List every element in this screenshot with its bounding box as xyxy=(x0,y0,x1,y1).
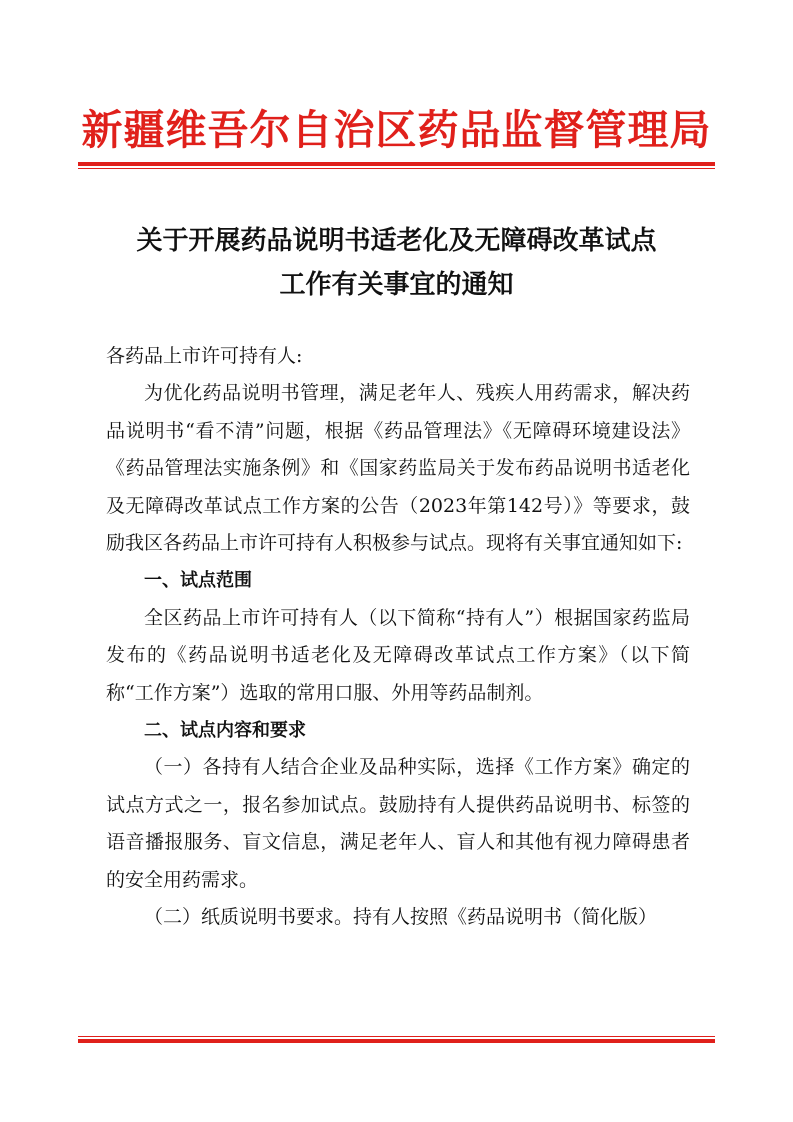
salutation: 各药品上市许可持有人: xyxy=(106,345,303,367)
section1-paragraph: 全区药品上市许可持有人（以下简称“持有人”）根据国家药监局发布的《药品说明书适老化及无障碍改革试点工作方案》（以下简称“工作方案”）选取的常用口服、外用等药品制剂。 xyxy=(106,606,690,704)
intro-paragraph: 为优化药品说明书管理，满足老年人、残疾人用药需求，解决药品说明书“看不清”问题，根据《药品管理法》《无障碍环境建设法》《药品管理法实施条例》和《国家药监局关于发布药品说明书适老化及无障碍改革试点工作方案的公告（2023年第142号）》等要求，鼓励我区各药品上市许可持有人积极参与试点。现将有关事宜通知如下: xyxy=(106,382,690,555)
letterhead-rule-thin xyxy=(78,168,715,169)
section2-item1-paragraph: （一）各持有人结合企业及品种实际，选择《工作方案》确定的试点方式之一，报名参加试点。鼓励持有人提供药品说明书、标签的语音播报服务、盲文信息，满足老年人、盲人和其他有视力障碍患者的安全用药需求。 xyxy=(106,756,690,891)
letterhead-agency-name: 新疆维吾尔自治区药品监督管理局 xyxy=(81,106,712,154)
footer-rule-thin xyxy=(78,1036,715,1037)
section2-item2-paragraph: （二）纸质说明书要求。持有人按照《药品说明书（简化版） xyxy=(144,906,658,929)
document-body xyxy=(106,338,690,937)
letterhead-rule-thick xyxy=(78,162,715,166)
footer-rule-thick xyxy=(78,1039,715,1043)
section2-heading: 二、试点内容和要求 xyxy=(144,720,306,742)
section1-heading: 一、试点范围 xyxy=(144,570,252,592)
document-title-line1: 关于开展药品说明书适老化及无障碍改革试点 xyxy=(136,226,657,256)
document-title-line2: 工作有关事宜的通知 xyxy=(279,270,514,300)
